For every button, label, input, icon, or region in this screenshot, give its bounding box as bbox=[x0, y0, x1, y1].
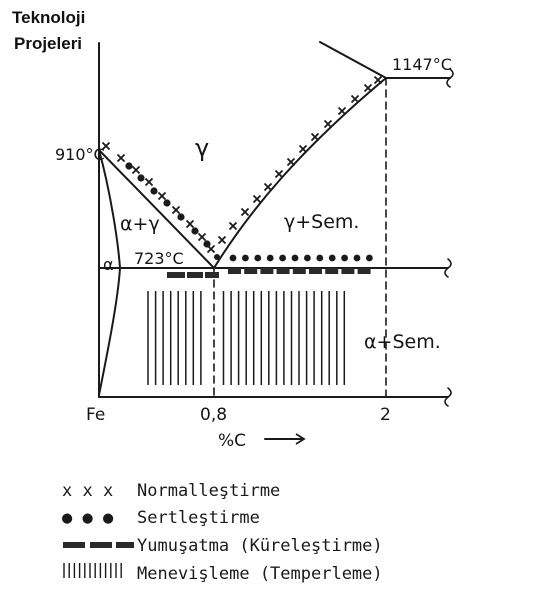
x-mark bbox=[230, 223, 237, 230]
legend-temper bbox=[64, 563, 383, 584]
x-mark bbox=[288, 159, 295, 166]
x-mark bbox=[173, 207, 180, 214]
legend-harden-symbol: ● ● ● bbox=[62, 508, 114, 528]
x-mark bbox=[118, 155, 125, 162]
x-mark bbox=[146, 179, 153, 186]
x-mark bbox=[339, 108, 346, 115]
logo bbox=[12, 8, 85, 53]
dash-mark bbox=[309, 268, 322, 274]
legend-harden bbox=[62, 508, 260, 528]
x-axis-label: %C bbox=[218, 431, 247, 451]
temp-723-label: 723°C bbox=[134, 249, 184, 268]
liquidus-line bbox=[320, 42, 386, 78]
dot-mark bbox=[150, 187, 157, 194]
legend-harden-label: Sertleştirme bbox=[137, 508, 260, 528]
x-tick-08: 0,8 bbox=[200, 405, 228, 425]
x-mark bbox=[133, 167, 140, 174]
temp-1147-label: 1147°C bbox=[392, 55, 452, 74]
dash-mark bbox=[277, 268, 290, 274]
diagram-labels bbox=[55, 55, 452, 451]
logo-line-1: Teknoloji bbox=[12, 8, 86, 27]
dot-mark bbox=[254, 255, 261, 262]
x-mark bbox=[265, 184, 272, 191]
dot-mark bbox=[137, 174, 144, 181]
dash-mark bbox=[260, 268, 273, 274]
phase-gamma-sem-label: γ+Sem. bbox=[284, 211, 360, 233]
phase-gamma-label: γ bbox=[195, 134, 210, 162]
dash-mark bbox=[244, 268, 257, 274]
legend-anneal-label: Yumuşatma (Küreleştirme) bbox=[137, 536, 383, 556]
x-mark bbox=[352, 96, 359, 103]
x-mark bbox=[199, 234, 206, 241]
temp-910-label: 910°C bbox=[55, 145, 105, 164]
dot-mark bbox=[304, 255, 311, 262]
legend-normalize bbox=[62, 481, 280, 501]
dot-mark bbox=[125, 162, 132, 169]
x-mark bbox=[276, 171, 283, 178]
dot-mark bbox=[279, 255, 286, 262]
dash-mark bbox=[293, 268, 306, 274]
dash-mark bbox=[325, 268, 338, 274]
phase-alpha-label: α bbox=[103, 255, 114, 274]
dot-mark bbox=[316, 255, 323, 262]
dot-mark bbox=[242, 255, 249, 262]
x-mark bbox=[187, 221, 194, 228]
dot-mark bbox=[230, 255, 237, 262]
anneal-marks bbox=[167, 268, 371, 278]
dash-mark bbox=[341, 268, 354, 274]
legend-normalize-symbol: x x x bbox=[62, 481, 114, 501]
legend-temper-label: Menevişleme (Temperleme) bbox=[137, 564, 383, 584]
x-tick-fe: Fe bbox=[86, 405, 106, 425]
dash-mark bbox=[205, 272, 219, 278]
acm-line bbox=[214, 78, 386, 268]
x-mark bbox=[312, 134, 319, 141]
dash-mark bbox=[228, 268, 241, 274]
x-mark bbox=[300, 146, 307, 153]
legend-anneal-symbol bbox=[63, 542, 134, 548]
temper-marks bbox=[148, 291, 344, 385]
legend-temper-symbol bbox=[64, 563, 121, 578]
legend-normalize-label: Normalleştirme bbox=[137, 481, 281, 501]
x-mark bbox=[159, 193, 166, 200]
x-mark bbox=[375, 77, 382, 84]
right-arrow-icon bbox=[265, 434, 304, 444]
dot-mark bbox=[341, 255, 348, 262]
dot-mark bbox=[354, 255, 361, 262]
dot-mark bbox=[366, 255, 373, 262]
dot-mark bbox=[292, 255, 299, 262]
x-mark bbox=[242, 209, 249, 216]
dot-mark bbox=[203, 240, 210, 247]
x-mark bbox=[365, 85, 372, 92]
legend-anneal bbox=[63, 536, 383, 556]
x-tick-2: 2 bbox=[380, 405, 391, 425]
dash-mark bbox=[358, 268, 371, 274]
dot-mark bbox=[214, 254, 220, 260]
dot-mark bbox=[267, 255, 274, 262]
x-mark bbox=[254, 196, 261, 203]
dot-mark bbox=[329, 255, 336, 262]
dot-mark bbox=[163, 199, 170, 206]
dot-mark bbox=[191, 227, 198, 234]
logo-line-2: Projeleri bbox=[14, 34, 83, 53]
legend bbox=[62, 481, 383, 584]
x-mark bbox=[219, 237, 226, 244]
x-mark bbox=[325, 121, 332, 128]
phase-alpha-gamma-label: α+γ bbox=[120, 213, 160, 235]
dash-mark bbox=[167, 272, 185, 278]
phase-alpha-sem-label: α+Sem. bbox=[364, 331, 441, 353]
dot-mark bbox=[177, 213, 184, 220]
dash-mark bbox=[187, 272, 203, 278]
